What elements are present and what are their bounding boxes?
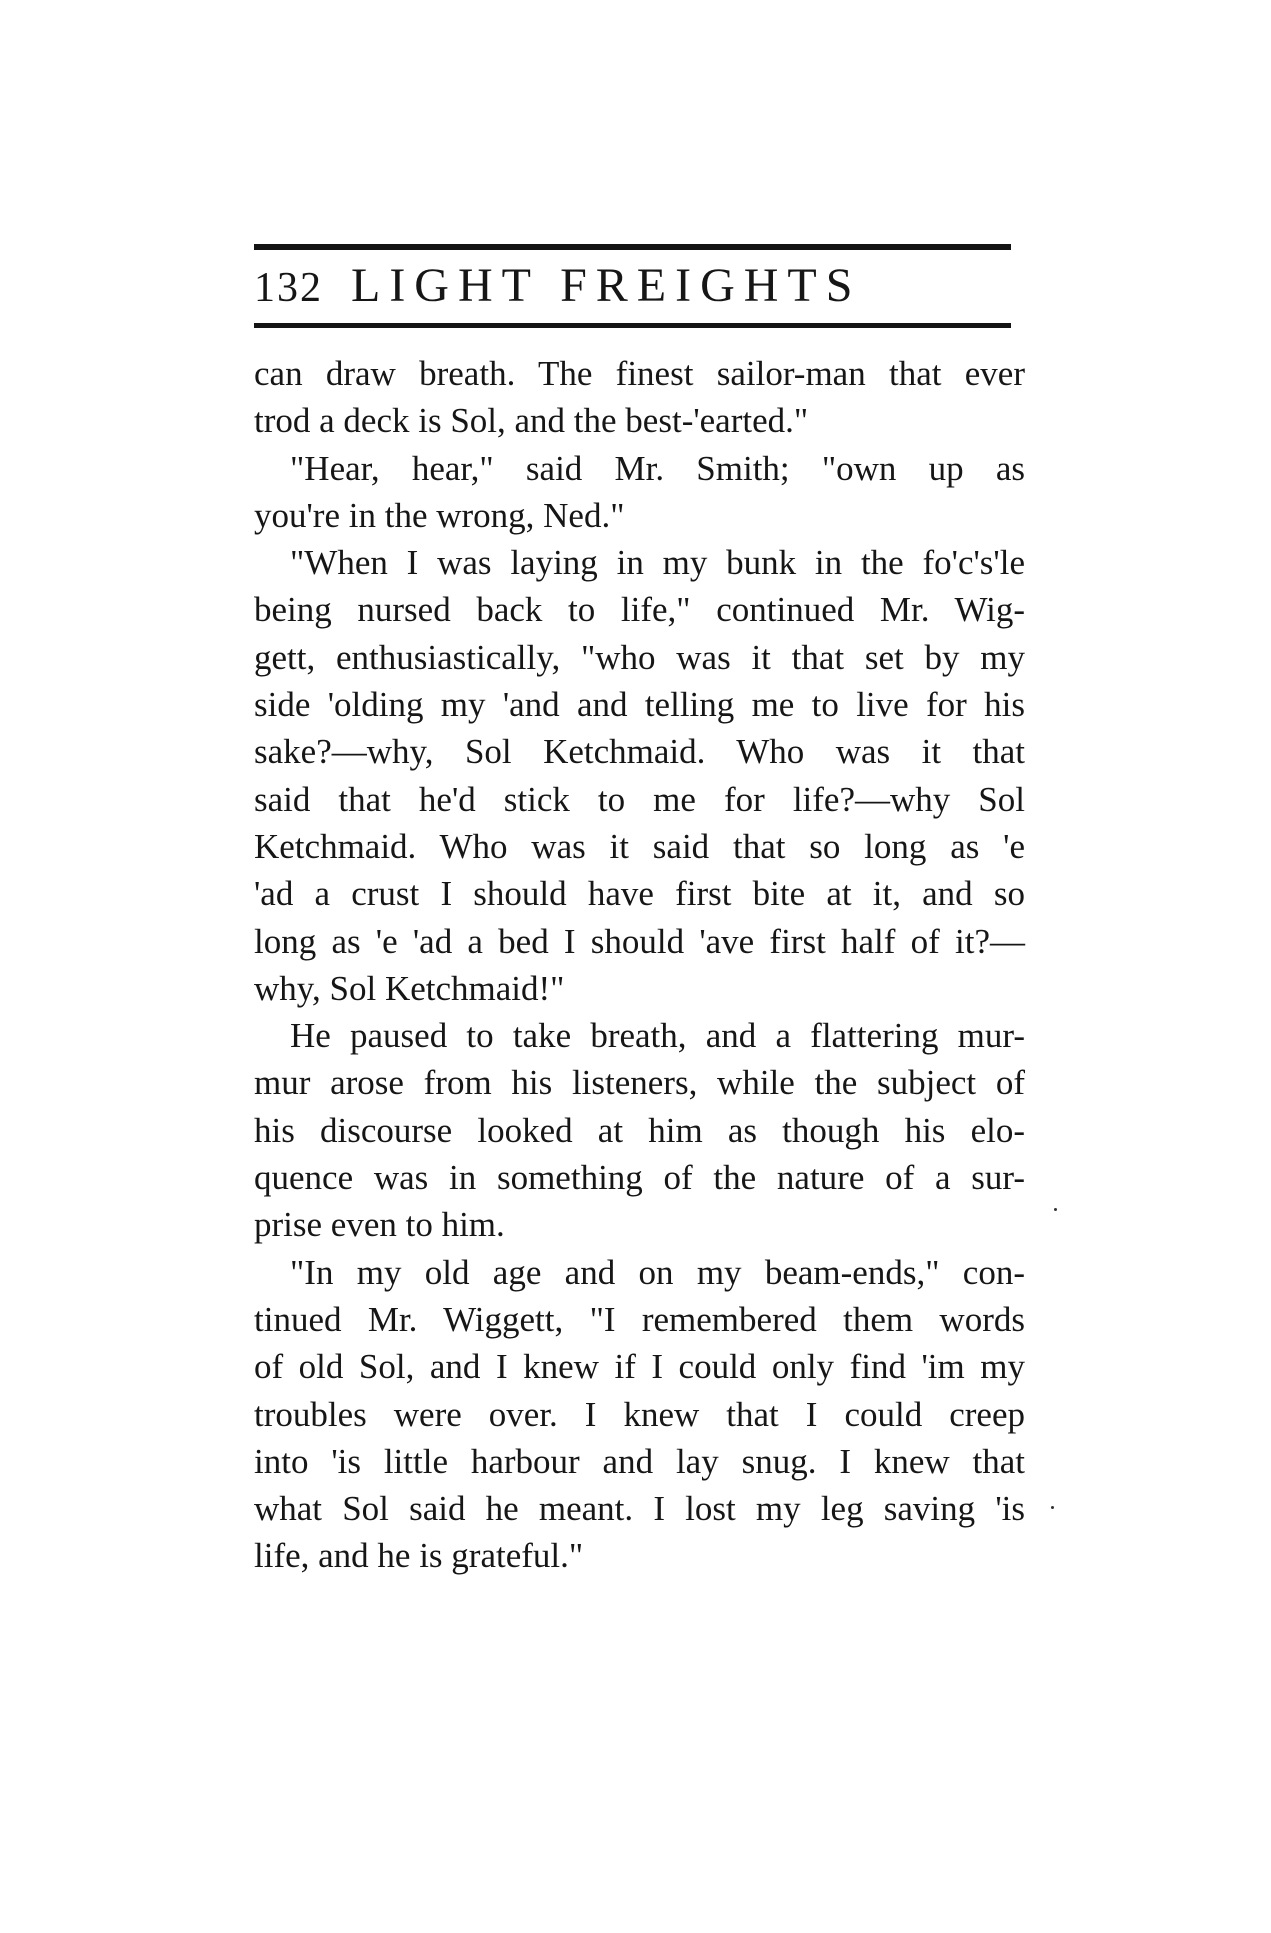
text-line: life, and he is grateful." — [254, 1536, 584, 1576]
text-line: sake?—why, Sol Ketchmaid. Who was it that — [254, 732, 1025, 772]
text-line: trod a deck is Sol, and the best-'earted." — [254, 401, 809, 441]
header-rule-top — [254, 244, 1011, 250]
text-line: prise even to him. — [254, 1205, 505, 1245]
text-line: said that he'd stick to me for life?—why Sol — [254, 779, 1025, 819]
text-line: "Hear, hear," said Mr. Smith; "own up as — [290, 448, 1025, 488]
text-line: tinued Mr. Wiggett, "I remembered them words — [254, 1299, 1025, 1339]
text-line: can draw breath. The finest sailor-man that ever — [254, 354, 1025, 393]
text-line: side 'olding my 'and and telling me to live for his — [254, 685, 1025, 725]
text-line: "When I was laying in my bunk in the fo'c's'le — [290, 543, 1025, 583]
text-line: his discourse looked at him as though his elo- — [254, 1110, 1025, 1150]
running-head — [254, 258, 1011, 318]
print-speck — [1051, 1506, 1054, 1509]
text-line: long as 'e 'ad a bed I should 'ave first half of it?— — [254, 921, 1025, 961]
text-line: Ketchmaid. Who was it said that so long as 'e — [254, 826, 1025, 866]
running-title: LIGHT FREIGHTS — [351, 259, 862, 312]
text-line: being nursed back to life," continued Mr. Wig- — [254, 590, 1025, 630]
text-line: 'ad a crust I should have first bite at it, and so — [254, 874, 1025, 914]
text-line: mur arose from his listeners, while the subject of — [254, 1063, 1025, 1103]
text-line: gett, enthusiastically, "who was it that set by my — [254, 637, 1025, 677]
text-line: into 'is little harbour and lay snug. I knew that — [254, 1441, 1025, 1481]
header-rule-bottom — [254, 323, 1011, 328]
text-line: He paused to take breath, and a flattering mur- — [290, 1016, 1025, 1056]
text-line: you're in the wrong, Ned." — [254, 495, 625, 535]
text-line: troubles were over. I knew that I could creep — [254, 1394, 1025, 1434]
text-line: quence was in something of the nature of a sur- — [254, 1158, 1025, 1198]
text-line: what Sol said he meant. I lost my leg saving 'is — [254, 1489, 1025, 1529]
text-line: "In my old age and on my beam-ends," con- — [290, 1252, 1025, 1292]
text-line: why, Sol Ketchmaid!" — [254, 968, 565, 1008]
body-text — [254, 350, 1025, 1580]
page-number: 132 — [254, 265, 323, 311]
text-line: of old Sol, and I knew if I could only find 'im my — [254, 1347, 1025, 1387]
print-speck — [1054, 1208, 1057, 1211]
